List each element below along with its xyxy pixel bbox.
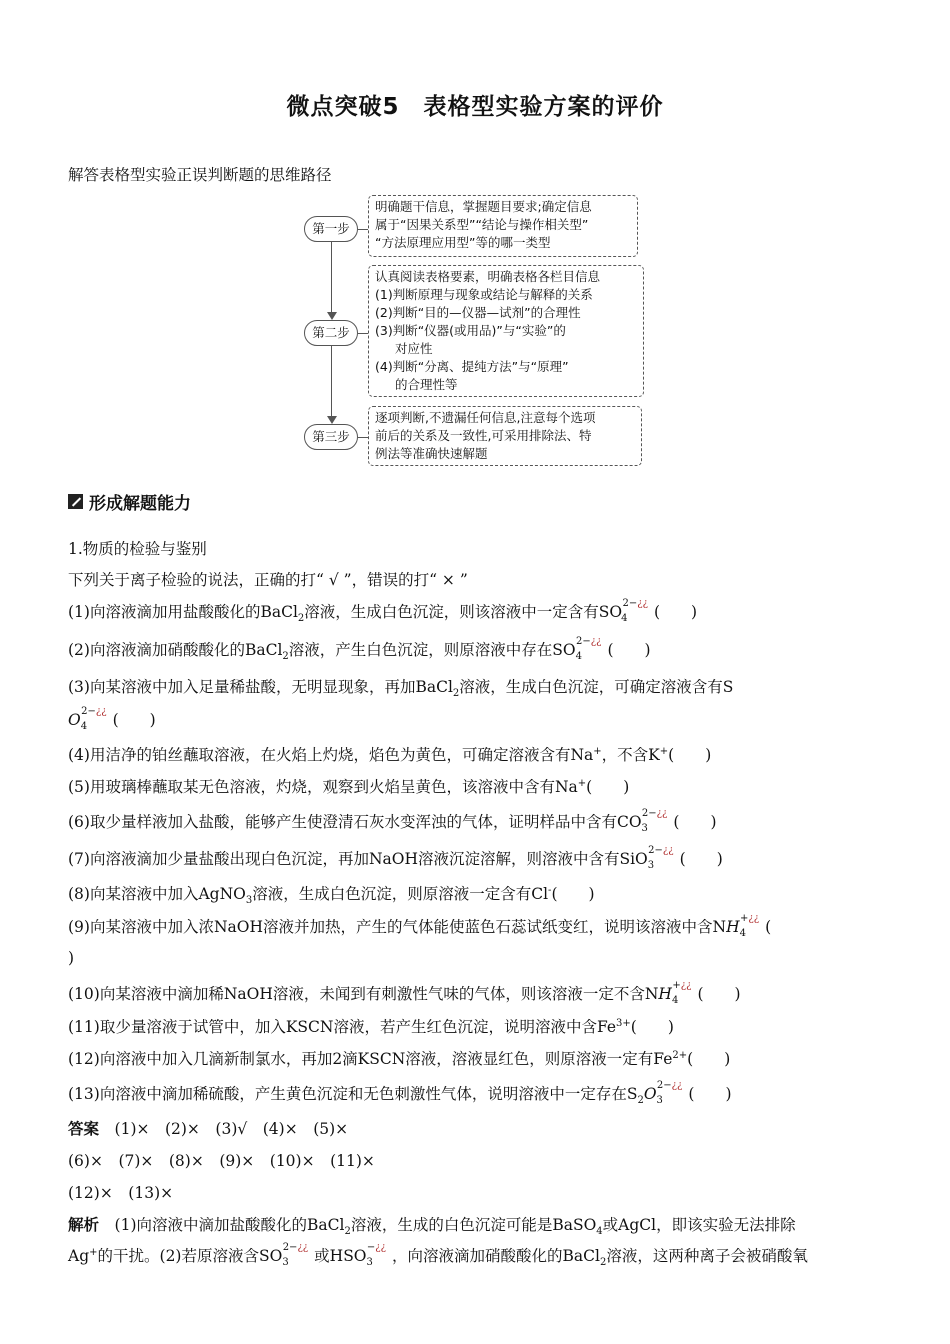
flow-chart xyxy=(0,0,950,480)
box-line: 属于“因果关系型”“结论与操作相关型” xyxy=(375,217,589,232)
flow-arrow xyxy=(327,416,337,424)
item-8: (8)向某溶液中加入AgNO$_3$溶液，生成白色沉淀，则原溶液一定含有Cl-( ) xyxy=(68,884,595,907)
step-3: 第三步 xyxy=(304,424,358,450)
item-6: (6)取少量样液加入盐酸，能够产生使澄清石灰水变浑浊的气体，证明样品中含有$CO_3^{2-¿¿}$ ( ) xyxy=(68,807,717,835)
box-line: (2)判断“目的—仪器—试剂”的合理性 xyxy=(375,305,581,320)
box-line: (4)判断“分离、提纯方法”与“原理” xyxy=(375,359,569,374)
box-line: 的合理性等 xyxy=(395,377,458,392)
item-7: (7)向溶液滴加少量盐酸出现白色沉淀，再加NaOH溶液沉淀溶解，则溶液中含有SiO$_3^{2-¿¿}$ ( ) xyxy=(68,844,723,872)
box-line: 例法等准确快速解题 xyxy=(375,446,488,461)
item-13: (13)向溶液中滴加稀硫酸，产生黄色沉淀和无色刺激性气体，说明溶液中一定存在$S_2O_3^{2-¿¿}$ ( ) xyxy=(68,1079,732,1107)
flow-link xyxy=(358,229,368,230)
box-line: 认真阅读表格要素，明确表格各栏目信息 xyxy=(375,269,601,284)
item-9-cont: ) xyxy=(68,949,75,967)
item-5: (5)用玻璃棒蘸取某无色溶液，灼烧，观察到火焰呈黄色，该溶液中含有Na+( ) xyxy=(68,777,630,796)
item-12: (12)向溶液中加入几滴新制氯水，再加2滴KSCN溶液，溶液显红色，则原溶液一定有$Fe^{2+}$( ) xyxy=(68,1049,731,1068)
page-title: 微点突破5 表格型实验方案的评价 xyxy=(286,94,664,120)
box-line: (3)判断“仪器(或用品)”与“实验”的 xyxy=(375,323,566,338)
box-line: (1)判断原理与现象或结论与解释的关系 xyxy=(375,287,593,302)
analysis-line-2: Ag+的干扰。(2)若原溶液含$SO_3^{2-¿¿}$ 或$HSO_3^{-¿¿}$ ，向溶液滴加硝酸酸化的BaCl$_2$溶液，这两种离子会被硝酸氧 xyxy=(68,1241,808,1269)
flow-link xyxy=(358,333,368,334)
analysis-line-1: 解析 (1)向溶液中滴加盐酸酸化的BaCl$_2$溶液，生成的白色沉淀可能是BaSO$_4$或AgCl，即该实验无法排除 xyxy=(68,1216,796,1238)
answer-label: 答案 xyxy=(68,1120,100,1138)
item-11: (11)取少量溶液于试管中，加入KSCN溶液，若产生红色沉淀，说明溶液中含$Fe^{3+}$( ) xyxy=(68,1017,674,1036)
item-2: (2)向溶液滴加硝酸酸化的BaCl$_2$溶液，产生白色沉淀，则原溶液中存在$SO_4^{2-¿¿}$ ( ) xyxy=(68,635,651,663)
section-title: 形成解题能力 xyxy=(89,494,191,514)
section-header xyxy=(68,489,191,514)
pencil-icon xyxy=(68,494,83,509)
step-2-box xyxy=(368,265,644,397)
item-10: (10)向某溶液中滴加稀NaOH溶液，未闻到有刺激性气味的气体，则该溶液一定不含$NH_4^{+¿¿}$ ( ) xyxy=(68,979,741,1007)
flow-arrow xyxy=(327,312,337,320)
item-4: (4)用洁净的铂丝蘸取溶液，在火焰上灼烧，焰色为黄色，可确定溶液含有Na+，不含K+( ) xyxy=(68,745,712,764)
intro-heading: 解答表格型实验正误判断题的思维路径 xyxy=(68,166,332,184)
step-2: 第二步 xyxy=(304,320,358,346)
item-1: (1)向溶液滴加用盐酸酸化的BaCl$_2$溶液，生成白色沉淀，则该溶液中一定含有$SO_4^{2-¿¿}$ ( ) xyxy=(68,597,698,625)
analysis-label: 解析 xyxy=(68,1216,100,1234)
box-line: 逐项判断,不遗漏任何信息,注意每个选项 xyxy=(375,410,596,425)
box-line: 前后的关系及一致性,可采用排除法、特 xyxy=(375,428,592,443)
flow-connector xyxy=(331,240,332,318)
box-line: “方法原理应用型”等的哪一类型 xyxy=(375,235,551,250)
step-3-box xyxy=(368,406,642,466)
answer-line-1: 答案 (1)× (2)× (3)√ (4)× (5)× xyxy=(68,1120,349,1138)
item-3-cont: $O_4^{2-¿¿}$ ( ) xyxy=(68,705,156,733)
answer-line-3: (12)× (13)× xyxy=(68,1184,174,1202)
box-line: 对应性 xyxy=(395,341,433,356)
step-1: 第一步 xyxy=(304,216,358,242)
flow-link xyxy=(358,437,368,438)
flow-connector xyxy=(331,344,332,422)
question-title: 1.物质的检验与鉴别 xyxy=(68,540,207,558)
item-9: (9)向某溶液中加入浓NaOH溶液并加热，产生的气体能使蓝色石蕊试纸变红，说明该溶液中含$NH_4^{+¿¿}$ ( xyxy=(68,912,772,940)
box-line: 明确题干信息，掌握题目要求;确定信息 xyxy=(375,199,592,214)
item-3: (3)向某溶液中加入足量稀盐酸，无明显现象，再加BaCl$_2$溶液，生成白色沉淀，可确定溶液含有S xyxy=(68,678,734,700)
question-intro: 下列关于离子检验的说法，正确的打“ √ ”，错误的打“ × ” xyxy=(68,571,468,589)
answer-line-2: (6)× (7)× (8)× (9)× (10)× (11)× xyxy=(68,1152,375,1170)
step-1-box xyxy=(368,195,638,257)
